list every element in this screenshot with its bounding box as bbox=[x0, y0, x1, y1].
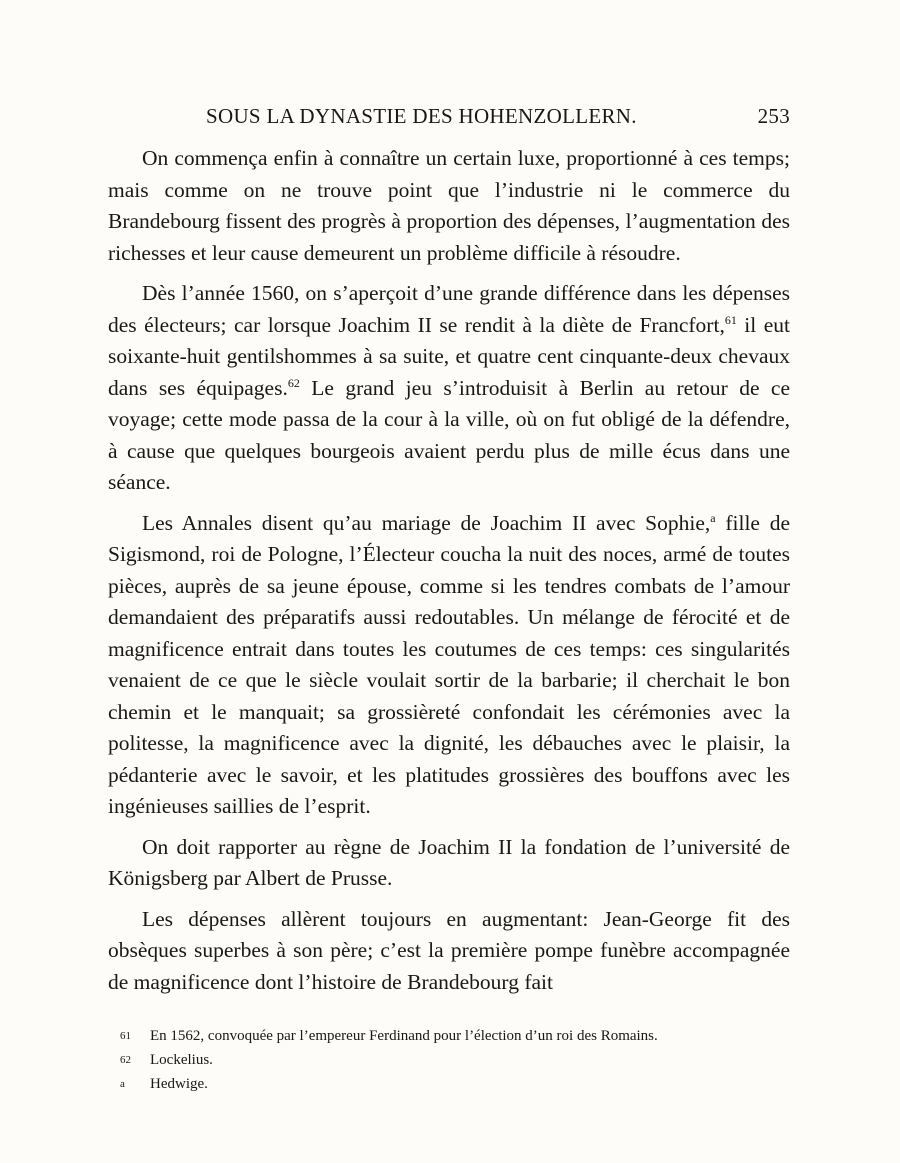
body-text bbox=[108, 143, 790, 1007]
footnote-ref: 61 bbox=[724, 312, 737, 327]
footnote-ref: 62 bbox=[287, 375, 300, 390]
footnote bbox=[120, 1072, 780, 1096]
text-run: il eut soixante-huit gentilshommes à sa suite, et quatre cent cinquante-deux chevaux dans ses équipages. bbox=[108, 312, 790, 400]
text-run: fille de Sigismond, roi de Pologne, l’Électeur coucha la nuit des noces, armé de toutes pièces, auprès de sa jeune épouse, comme si les tendres combats de l’amour demandaient des préparatifs aussi redoutables. Un mélange de férocité et de magnificence entrait dans toutes les coutumes de ces temps: ces singularités venaient de ce que le siècle voulait sortir de la barbarie; il cherchait le bon chemin et le manquait; sa grossièreté confondait les cérémonies avec la politesse, la magnificence avec la dignité, les débauches avec le plaisir, la pédanterie avec le savoir, et les platitudes grossières des bouffons avec les ingénieuses saillies de l’esprit. bbox=[108, 510, 790, 818]
page-number: 253 bbox=[757, 104, 790, 128]
footnote-text: Hedwige. bbox=[150, 1076, 208, 1092]
footnote-mark: 61 bbox=[120, 1030, 131, 1042]
paragraph: Les dépenses allèrent toujours en augmentant: Jean-George fit des obsèques superbes à son père; c’est la première pompe funèbre accompagnée de magnificence dont l’histoire de Brandebourg fait bbox=[108, 906, 790, 994]
footnote-text: En 1562, convoquée par l’empereur Ferdinand pour l’élection d’un roi des Romains. bbox=[150, 1028, 658, 1044]
text-run: Le grand jeu s’introduisit à Berlin au retour de ce voyage; cette mode passa de la cour à la ville, où on fut obligé de la défendre, à cause que quelques bourgeois avaient perdu plus de mille écus dans une séance. bbox=[108, 375, 790, 494]
footnote bbox=[120, 1024, 780, 1048]
paragraph bbox=[108, 508, 790, 823]
text-run: Dès l’année 1560, on s’aperçoit d’une grande différence dans les dépenses des électeurs; car lorsque Joachim II se rendit à la diète de Francfort, bbox=[108, 281, 790, 337]
footnotes bbox=[120, 1024, 780, 1096]
footnote-mark: a bbox=[120, 1078, 125, 1090]
paragraph: On doit rapporter au règne de Joachim II la fondation de l’université de Königsberg par Albert de Prusse. bbox=[108, 834, 790, 890]
footnote bbox=[120, 1048, 780, 1072]
footnote-mark: 62 bbox=[120, 1054, 131, 1066]
footnote-text: Lockelius. bbox=[150, 1052, 213, 1068]
running-head bbox=[108, 104, 790, 132]
text-run: Les Annales disent qu’au mariage de Joachim II avec Sophie, bbox=[142, 510, 711, 535]
running-title: SOUS LA DYNASTIE DES HOHENZOLLERN. bbox=[206, 104, 637, 128]
footnote-ref: a bbox=[710, 510, 716, 525]
paragraph: On commença enfin à connaître un certain luxe, proportionné à ces temps; mais comme on ne trouve point que l’industrie ni le commerce du Brandebourg fissent des progrès à proportion des dépenses, l’augmentation des richesses et leur cause demeurent un problème difficile à résoudre. bbox=[108, 146, 790, 265]
paragraph bbox=[108, 278, 790, 499]
